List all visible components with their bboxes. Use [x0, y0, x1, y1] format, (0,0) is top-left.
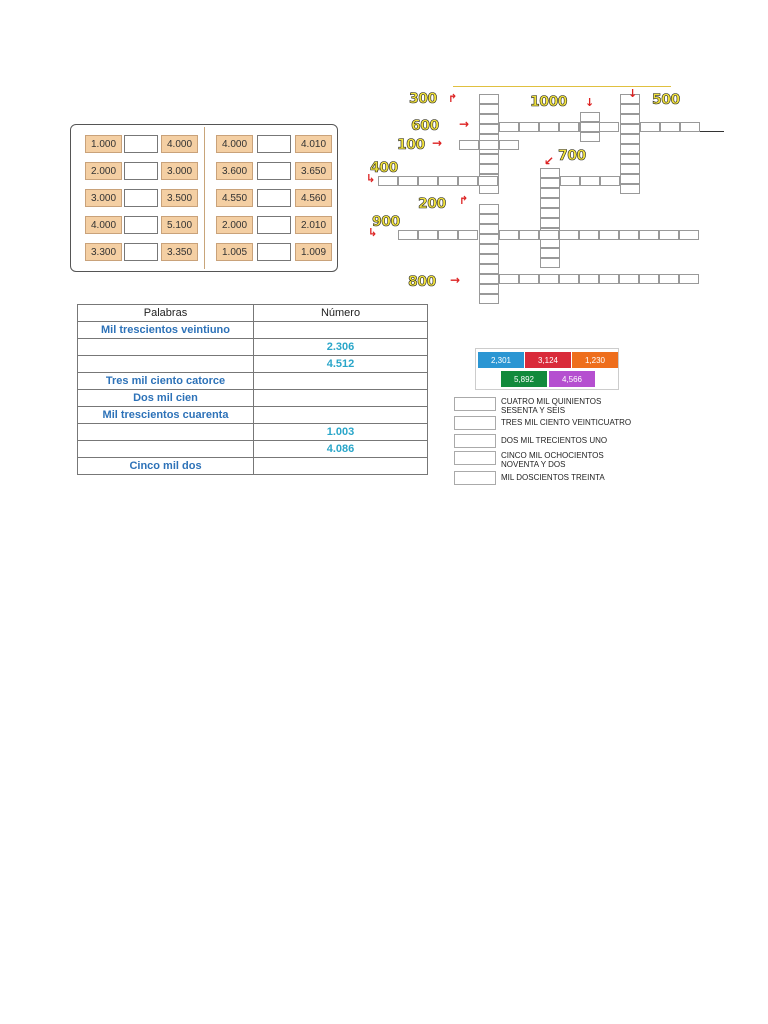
- arrow-right-icon: →: [459, 117, 469, 131]
- clue-label-100: 100: [397, 137, 425, 153]
- number-cell[interactable]: [254, 458, 428, 475]
- table-row: [78, 373, 428, 390]
- crossword-cell[interactable]: [479, 284, 499, 294]
- crossword-cell[interactable]: [478, 176, 498, 186]
- match-text: CINCO MIL OCHOCIENTOS NOVENTA Y DOS: [501, 451, 604, 469]
- clue-label-1000: 1000: [530, 94, 567, 110]
- crossword-cell[interactable]: [479, 274, 499, 284]
- number-tile: 1.009: [295, 243, 332, 261]
- number-cell[interactable]: 4.512: [254, 356, 428, 373]
- match-text: CUATRO MIL QUINIENTOS SESENTA Y SEIS: [501, 397, 602, 415]
- panel-divider: [204, 127, 205, 269]
- words-number-table: [77, 304, 428, 475]
- number-tile: 3.500: [161, 189, 198, 207]
- crossword-cell[interactable]: [619, 274, 639, 284]
- words-cell[interactable]: Cinco mil dos: [78, 458, 254, 475]
- number-tile: 2.010: [295, 216, 332, 234]
- table-row: [78, 390, 428, 407]
- crossword-cell[interactable]: [479, 224, 499, 234]
- table-row: [78, 441, 428, 458]
- arrow-down-left-icon: ↙: [544, 154, 554, 168]
- crossword-cell[interactable]: [479, 254, 499, 264]
- answer-box[interactable]: [124, 135, 158, 153]
- clue-label-900: 900: [372, 214, 400, 230]
- words-cell[interactable]: Tres mil ciento catorce: [78, 373, 254, 390]
- answer-box[interactable]: [257, 135, 291, 153]
- arrow-right-icon: ↳: [366, 172, 375, 185]
- table-row: [78, 458, 428, 475]
- answer-box[interactable]: [257, 243, 291, 261]
- crossword-cell[interactable]: [378, 176, 398, 186]
- number-tile: 1.000: [85, 135, 122, 153]
- crossword-cell[interactable]: [438, 230, 458, 240]
- crossword-cell[interactable]: [499, 140, 519, 150]
- crossword-cell[interactable]: [479, 244, 499, 254]
- crossword-cell[interactable]: [540, 258, 560, 268]
- answer-box[interactable]: [124, 243, 158, 261]
- number-tile: 4.010: [295, 135, 332, 153]
- answer-box[interactable]: [257, 189, 291, 207]
- number-chip-panel: [475, 348, 619, 390]
- crossword-cell[interactable]: [559, 274, 579, 284]
- crossword-cell[interactable]: [479, 114, 499, 124]
- number-chip[interactable]: 2,301: [478, 352, 524, 368]
- crossword-cell[interactable]: [580, 122, 600, 132]
- crossword-cell[interactable]: [620, 174, 640, 184]
- crossword-cell[interactable]: [418, 230, 438, 240]
- clue-label-200: 200: [418, 196, 446, 212]
- crossword-cell[interactable]: [579, 230, 599, 240]
- number-chip[interactable]: 3,124: [525, 352, 571, 368]
- header-number: Número: [254, 305, 428, 322]
- answer-box[interactable]: [124, 162, 158, 180]
- words-cell[interactable]: Mil trescientos veintiuno: [78, 322, 254, 339]
- crossword-cell[interactable]: [639, 230, 659, 240]
- crossword-cell[interactable]: [599, 122, 619, 132]
- number-cell[interactable]: [254, 322, 428, 339]
- crossword-cell[interactable]: [479, 204, 499, 214]
- crossword-cell[interactable]: [519, 274, 539, 284]
- number-tile: 3.000: [85, 189, 122, 207]
- crossword-cell[interactable]: [679, 274, 699, 284]
- number-tile: 3.000: [161, 162, 198, 180]
- crossword-cell[interactable]: [499, 230, 519, 240]
- match-text: DOS MIL TRECIENTOS UNO: [501, 436, 608, 445]
- number-tile: 1.005: [216, 243, 253, 261]
- words-cell[interactable]: [78, 339, 254, 356]
- match-drop-box[interactable]: [454, 471, 496, 485]
- number-cell[interactable]: 2.306: [254, 339, 428, 356]
- number-chip[interactable]: 5,892: [501, 371, 547, 387]
- crossword-cell[interactable]: [620, 154, 640, 164]
- crossword-cell[interactable]: [540, 218, 560, 228]
- crossword-cell[interactable]: [659, 230, 679, 240]
- connector-line: [453, 86, 671, 87]
- clue-label-300: 300: [409, 91, 437, 107]
- number-tile: 5.100: [161, 216, 198, 234]
- number-cell[interactable]: [254, 373, 428, 390]
- number-tile: 4.560: [295, 189, 332, 207]
- crossword-cell[interactable]: [519, 230, 539, 240]
- crossword-cell[interactable]: [560, 176, 580, 186]
- arrow-down-icon: ↓: [585, 96, 594, 109]
- number-tile: 3.600: [216, 162, 253, 180]
- clue-label-800: 800: [408, 274, 436, 290]
- crossword-cell[interactable]: [580, 176, 600, 186]
- words-cell[interactable]: Mil trescientos cuarenta: [78, 407, 254, 424]
- crossword-cell[interactable]: [499, 122, 519, 132]
- crossword-cell[interactable]: [620, 124, 640, 134]
- number-cell[interactable]: 4.086: [254, 441, 428, 458]
- table-row: [78, 407, 428, 424]
- crossword-cell[interactable]: [580, 132, 600, 142]
- number-chip[interactable]: 1,230: [572, 352, 618, 368]
- crossword-cell[interactable]: [620, 134, 640, 144]
- clue-label-700: 700: [558, 148, 586, 164]
- answer-box[interactable]: [124, 216, 158, 234]
- match-drop-box[interactable]: [454, 416, 496, 430]
- answer-box[interactable]: [124, 189, 158, 207]
- crossword-cell[interactable]: [540, 188, 560, 198]
- crossword-cell[interactable]: [539, 122, 559, 132]
- crossword-cell[interactable]: [479, 234, 499, 244]
- number-cell[interactable]: [254, 390, 428, 407]
- grid-extension-line: [700, 131, 724, 132]
- crossword-cell[interactable]: [660, 122, 680, 132]
- crossword-cell[interactable]: [620, 144, 640, 154]
- clue-label-600: 600: [411, 118, 439, 134]
- crossword-cell[interactable]: [579, 274, 599, 284]
- crossword-cell[interactable]: [479, 264, 499, 274]
- number-tile: 4.550: [216, 189, 253, 207]
- crossword-cell[interactable]: [459, 140, 479, 150]
- arrow-right-icon: ↱: [448, 92, 457, 105]
- crossword-cell[interactable]: [620, 114, 640, 124]
- crossword-cell[interactable]: [540, 198, 560, 208]
- number-tile: 2.000: [85, 162, 122, 180]
- table-row: [78, 424, 428, 441]
- clue-label-500: 500: [652, 92, 680, 108]
- compare-panel: [70, 124, 338, 272]
- crossword-cell[interactable]: [540, 168, 560, 178]
- match-drop-box[interactable]: [454, 434, 496, 448]
- crossword-cell[interactable]: [580, 112, 600, 122]
- crossword-cell[interactable]: [540, 248, 560, 258]
- crossword-cell[interactable]: [620, 104, 640, 114]
- crossword-cell[interactable]: [559, 230, 579, 240]
- arrow-right-icon: →: [450, 273, 460, 287]
- table-header-row: [78, 305, 428, 322]
- crossword-cell[interactable]: [620, 164, 640, 174]
- crossword-cell[interactable]: [600, 176, 620, 186]
- crossword-cell[interactable]: [680, 122, 700, 132]
- number-tile: 3.300: [85, 243, 122, 261]
- match-drop-box[interactable]: [454, 397, 496, 411]
- crossword-cell[interactable]: [539, 230, 559, 240]
- match-text: TRES MIL CIENTO VEINTICUATRO: [501, 418, 632, 427]
- number-crossword: [358, 84, 738, 299]
- words-cell[interactable]: [78, 441, 254, 458]
- words-cell[interactable]: [78, 424, 254, 441]
- crossword-cell[interactable]: [619, 230, 639, 240]
- crossword-cell[interactable]: [519, 122, 539, 132]
- number-tile: 4.000: [161, 135, 198, 153]
- arrow-right-icon: →: [432, 136, 442, 150]
- number-chip[interactable]: 4,566: [549, 371, 595, 387]
- crossword-cell[interactable]: [599, 230, 619, 240]
- number-tile: 3.350: [161, 243, 198, 261]
- crossword-cell[interactable]: [639, 274, 659, 284]
- crossword-cell[interactable]: [640, 122, 660, 132]
- number-cell[interactable]: [254, 407, 428, 424]
- crossword-cell[interactable]: [679, 230, 699, 240]
- crossword-cell[interactable]: [540, 178, 560, 188]
- crossword-cell[interactable]: [458, 230, 478, 240]
- crossword-cell[interactable]: [499, 274, 519, 284]
- crossword-cell[interactable]: [458, 176, 478, 186]
- header-words: Palabras: [78, 305, 254, 322]
- clue-label-400: 400: [370, 160, 398, 176]
- number-tile: 4.000: [216, 135, 253, 153]
- crossword-cell[interactable]: [418, 176, 438, 186]
- crossword-cell[interactable]: [479, 104, 499, 114]
- crossword-cell[interactable]: [540, 208, 560, 218]
- crossword-cell[interactable]: [599, 274, 619, 284]
- crossword-cell[interactable]: [479, 94, 499, 104]
- crossword-cell[interactable]: [479, 154, 499, 164]
- words-cell[interactable]: Dos mil cien: [78, 390, 254, 407]
- match-drop-box[interactable]: [454, 451, 496, 465]
- crossword-cell[interactable]: [479, 294, 499, 304]
- match-text: MIL DOSCIENTOS TREINTA: [501, 473, 605, 482]
- answer-box[interactable]: [257, 216, 291, 234]
- crossword-cell[interactable]: [659, 274, 679, 284]
- crossword-cell[interactable]: [539, 274, 559, 284]
- crossword-cell[interactable]: [479, 140, 499, 150]
- table-row: [78, 322, 428, 339]
- number-tile: 2.000: [216, 216, 253, 234]
- crossword-cell[interactable]: [398, 230, 418, 240]
- crossword-cell[interactable]: [398, 176, 418, 186]
- answer-box[interactable]: [257, 162, 291, 180]
- number-tile: 4.000: [85, 216, 122, 234]
- arrow-right-icon: ↳: [368, 226, 377, 239]
- arrow-right-icon: ↱: [459, 194, 468, 207]
- arrow-down-icon: ↓: [628, 87, 637, 100]
- crossword-cell[interactable]: [479, 164, 499, 174]
- crossword-cell[interactable]: [479, 214, 499, 224]
- table-row: [78, 356, 428, 373]
- number-cell[interactable]: 1.003: [254, 424, 428, 441]
- crossword-cell[interactable]: [438, 176, 458, 186]
- words-cell[interactable]: [78, 356, 254, 373]
- crossword-cell[interactable]: [559, 122, 579, 132]
- crossword-cell[interactable]: [479, 124, 499, 134]
- crossword-cell[interactable]: [620, 184, 640, 194]
- table-row: [78, 339, 428, 356]
- number-tile: 3.650: [295, 162, 332, 180]
